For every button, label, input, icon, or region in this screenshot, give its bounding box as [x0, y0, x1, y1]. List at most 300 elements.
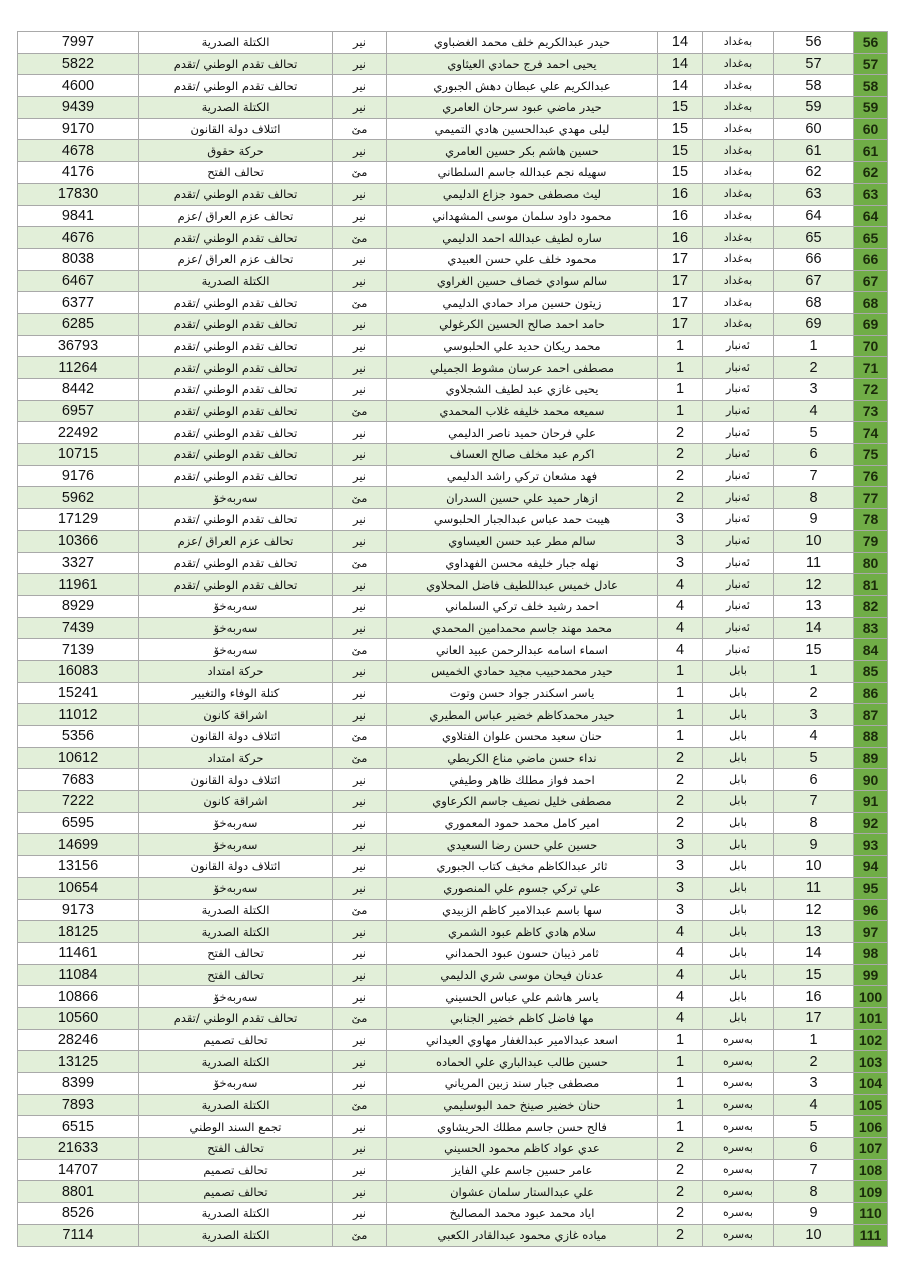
- gender-cell: مێ: [333, 1007, 387, 1029]
- party-cell: سەربەخۆ: [139, 877, 333, 899]
- sequence-number-cell: 60: [854, 118, 888, 140]
- table-row: [18, 639, 888, 661]
- sequence-number-cell: 89: [854, 747, 888, 769]
- party-cell: الكتلة الصدرية: [139, 1051, 333, 1073]
- candidate-name-cell: اسعد عبدالامير عبدالغفار مهاوي العيداني: [387, 1029, 658, 1051]
- district-cell: 2: [658, 422, 703, 444]
- province-cell: بەسرە: [703, 1073, 774, 1095]
- province-cell: بەسرە: [703, 1181, 774, 1203]
- table-row: [18, 422, 888, 444]
- sequence-number-cell: 72: [854, 379, 888, 401]
- party-cell: تحالف تقدم الوطني /تقدم: [139, 53, 333, 75]
- sequence-number-cell: 77: [854, 487, 888, 509]
- district-cell: 17: [658, 270, 703, 292]
- party-cell: تحالف تقدم الوطني /تقدم: [139, 574, 333, 596]
- gender-cell: نير: [333, 32, 387, 54]
- candidate-name-cell: فهد مشعان تركي راشد الدليمي: [387, 465, 658, 487]
- district-cell: 1: [658, 1094, 703, 1116]
- gender-cell: نير: [333, 617, 387, 639]
- province-cell: بەغداد: [703, 227, 774, 249]
- sequence-number-cell: 79: [854, 530, 888, 552]
- province-rank-cell: 16: [774, 986, 854, 1008]
- votes-cell: 7893: [18, 1094, 139, 1116]
- sequence-number-cell: 95: [854, 877, 888, 899]
- party-cell: تحالف الفتح: [139, 942, 333, 964]
- party-cell: تحالف تقدم الوطني /تقدم: [139, 313, 333, 335]
- gender-cell: نير: [333, 595, 387, 617]
- votes-cell: 15241: [18, 682, 139, 704]
- party-cell: تحالف تقدم الوطني /تقدم: [139, 509, 333, 531]
- district-cell: 4: [658, 574, 703, 596]
- sequence-number-cell: 76: [854, 465, 888, 487]
- party-cell: تجمع السند الوطني: [139, 1116, 333, 1138]
- votes-cell: 14699: [18, 834, 139, 856]
- province-cell: ئەنبار: [703, 639, 774, 661]
- candidate-name-cell: مياده غازي محمود عبدالقادر الكعبي: [387, 1224, 658, 1246]
- province-cell: ئەنبار: [703, 595, 774, 617]
- table-row: [18, 964, 888, 986]
- district-cell: 2: [658, 1159, 703, 1181]
- table-row: [18, 1224, 888, 1246]
- party-cell: سەربەخۆ: [139, 1073, 333, 1095]
- gender-cell: نير: [333, 834, 387, 856]
- sequence-number-cell: 67: [854, 270, 888, 292]
- party-cell: الكتلة الصدرية: [139, 97, 333, 119]
- province-cell: بەغداد: [703, 162, 774, 184]
- sequence-number-cell: 92: [854, 812, 888, 834]
- district-cell: 3: [658, 877, 703, 899]
- province-rank-cell: 9: [774, 834, 854, 856]
- province-cell: بەسرە: [703, 1203, 774, 1225]
- table-row: [18, 530, 888, 552]
- table-row: [18, 921, 888, 943]
- party-cell: اشراقة كانون: [139, 791, 333, 813]
- votes-cell: 10866: [18, 986, 139, 1008]
- votes-cell: 9841: [18, 205, 139, 227]
- sequence-number-cell: 69: [854, 313, 888, 335]
- candidate-name-cell: حامد احمد صالح الحسين الكرغولي: [387, 313, 658, 335]
- votes-cell: 10560: [18, 1007, 139, 1029]
- district-cell: 15: [658, 118, 703, 140]
- province-cell: بابل: [703, 726, 774, 748]
- candidate-name-cell: يحيى احمد فرج حمادي العيثاوي: [387, 53, 658, 75]
- province-cell: بەغداد: [703, 140, 774, 162]
- table-row: [18, 227, 888, 249]
- votes-cell: 9173: [18, 899, 139, 921]
- gender-cell: نير: [333, 270, 387, 292]
- party-cell: تحالف عزم العراق /عزم: [139, 530, 333, 552]
- district-cell: 2: [658, 487, 703, 509]
- party-cell: تحالف عزم العراق /عزم: [139, 205, 333, 227]
- gender-cell: مێ: [333, 487, 387, 509]
- gender-cell: مێ: [333, 726, 387, 748]
- district-cell: 16: [658, 183, 703, 205]
- district-cell: 4: [658, 617, 703, 639]
- candidate-name-cell: هيبت حمد عباس عبدالجبار الحلبوسي: [387, 509, 658, 531]
- province-cell: بابل: [703, 899, 774, 921]
- votes-cell: 10654: [18, 877, 139, 899]
- province-rank-cell: 13: [774, 595, 854, 617]
- party-cell: تحالف تقدم الوطني /تقدم: [139, 227, 333, 249]
- district-cell: 1: [658, 1051, 703, 1073]
- table-row: [18, 1181, 888, 1203]
- table-row: [18, 747, 888, 769]
- votes-cell: 8038: [18, 248, 139, 270]
- district-cell: 1: [658, 357, 703, 379]
- sequence-number-cell: 104: [854, 1073, 888, 1095]
- sequence-number-cell: 91: [854, 791, 888, 813]
- candidate-name-cell: عدي عواد كاظم محمود الحسيني: [387, 1138, 658, 1160]
- gender-cell: نير: [333, 1051, 387, 1073]
- district-cell: 4: [658, 942, 703, 964]
- province-rank-cell: 14: [774, 942, 854, 964]
- table-row: [18, 162, 888, 184]
- province-rank-cell: 57: [774, 53, 854, 75]
- sequence-number-cell: 103: [854, 1051, 888, 1073]
- candidate-name-cell: نهله جبار خليفه محسن الفهداوي: [387, 552, 658, 574]
- candidate-name-cell: حنان سعيد محسن علوان الفتلاوي: [387, 726, 658, 748]
- province-cell: بەغداد: [703, 32, 774, 54]
- candidate-name-cell: سهيله نجم عبدالله جاسم السلطاني: [387, 162, 658, 184]
- sequence-number-cell: 75: [854, 444, 888, 466]
- sequence-number-cell: 85: [854, 660, 888, 682]
- candidate-name-cell: ثامر ذيبان حسون عبود الحمداني: [387, 942, 658, 964]
- province-rank-cell: 7: [774, 465, 854, 487]
- sequence-number-cell: 71: [854, 357, 888, 379]
- candidate-name-cell: اياد محمد عبود محمد المصاليخ: [387, 1203, 658, 1225]
- district-cell: 17: [658, 248, 703, 270]
- candidate-name-cell: سلام هادي كاظم عبود الشمري: [387, 921, 658, 943]
- candidate-name-cell: سالم سوادي خصاف حسين الغراوي: [387, 270, 658, 292]
- table-row: [18, 1029, 888, 1051]
- votes-cell: 11012: [18, 704, 139, 726]
- votes-cell: 6377: [18, 292, 139, 314]
- table-row: [18, 97, 888, 119]
- province-cell: بەغداد: [703, 313, 774, 335]
- party-cell: تحالف تقدم الوطني /تقدم: [139, 465, 333, 487]
- province-rank-cell: 64: [774, 205, 854, 227]
- votes-cell: 10366: [18, 530, 139, 552]
- province-rank-cell: 10: [774, 856, 854, 878]
- votes-cell: 6957: [18, 400, 139, 422]
- party-cell: سەربەخۆ: [139, 617, 333, 639]
- candidate-name-cell: احمد فواز مطلك ظاهر وطيفي: [387, 769, 658, 791]
- gender-cell: نير: [333, 205, 387, 227]
- votes-cell: 4676: [18, 227, 139, 249]
- candidate-name-cell: حسين طالب عبدالباري علي الحماده: [387, 1051, 658, 1073]
- gender-cell: نير: [333, 660, 387, 682]
- table-row: [18, 53, 888, 75]
- district-cell: 1: [658, 1116, 703, 1138]
- province-rank-cell: 11: [774, 552, 854, 574]
- gender-cell: نير: [333, 465, 387, 487]
- province-rank-cell: 4: [774, 400, 854, 422]
- votes-cell: 8526: [18, 1203, 139, 1225]
- party-cell: تحالف الفتح: [139, 1138, 333, 1160]
- province-cell: بابل: [703, 921, 774, 943]
- province-rank-cell: 14: [774, 617, 854, 639]
- province-rank-cell: 15: [774, 964, 854, 986]
- district-cell: 1: [658, 379, 703, 401]
- gender-cell: مێ: [333, 1094, 387, 1116]
- province-cell: بەغداد: [703, 118, 774, 140]
- table-row: [18, 812, 888, 834]
- votes-cell: 10715: [18, 444, 139, 466]
- candidate-name-cell: ياسر اسكندر جواد حسن وتوت: [387, 682, 658, 704]
- party-cell: حركة حقوق: [139, 140, 333, 162]
- votes-cell: 8929: [18, 595, 139, 617]
- party-cell: حركة امتداد: [139, 660, 333, 682]
- district-cell: 2: [658, 1138, 703, 1160]
- province-cell: ئەنبار: [703, 335, 774, 357]
- sequence-number-cell: 78: [854, 509, 888, 531]
- sequence-number-cell: 57: [854, 53, 888, 75]
- candidate-name-cell: حيدر عبدالكريم خلف محمد الغضباوي: [387, 32, 658, 54]
- votes-cell: 4678: [18, 140, 139, 162]
- party-cell: سەربەخۆ: [139, 986, 333, 1008]
- sequence-number-cell: 62: [854, 162, 888, 184]
- province-rank-cell: 67: [774, 270, 854, 292]
- province-cell: ئەنبار: [703, 530, 774, 552]
- votes-cell: 21633: [18, 1138, 139, 1160]
- province-cell: بابل: [703, 791, 774, 813]
- table-row: [18, 75, 888, 97]
- sequence-number-cell: 74: [854, 422, 888, 444]
- sequence-number-cell: 70: [854, 335, 888, 357]
- gender-cell: مێ: [333, 747, 387, 769]
- province-rank-cell: 7: [774, 791, 854, 813]
- province-rank-cell: 5: [774, 1116, 854, 1138]
- gender-cell: نير: [333, 1159, 387, 1181]
- district-cell: 2: [658, 812, 703, 834]
- province-rank-cell: 59: [774, 97, 854, 119]
- sequence-number-cell: 61: [854, 140, 888, 162]
- sequence-number-cell: 64: [854, 205, 888, 227]
- party-cell: تحالف تقدم الوطني /تقدم: [139, 335, 333, 357]
- district-cell: 2: [658, 747, 703, 769]
- sequence-number-cell: 56: [854, 32, 888, 54]
- gender-cell: نير: [333, 1029, 387, 1051]
- party-cell: تحالف تقدم الوطني /تقدم: [139, 183, 333, 205]
- province-rank-cell: 3: [774, 379, 854, 401]
- table-row: [18, 1007, 888, 1029]
- sequence-number-cell: 100: [854, 986, 888, 1008]
- candidate-name-cell: عبدالكريم علي عبطان دهش الجبوري: [387, 75, 658, 97]
- province-rank-cell: 4: [774, 726, 854, 748]
- gender-cell: نير: [333, 812, 387, 834]
- candidate-name-cell: محمد ريكان حديد علي الحلبوسي: [387, 335, 658, 357]
- province-rank-cell: 8: [774, 812, 854, 834]
- party-cell: ائتلاف دولة القانون: [139, 769, 333, 791]
- gender-cell: نير: [333, 335, 387, 357]
- province-cell: بابل: [703, 877, 774, 899]
- candidate-name-cell: محمود داود سلمان موسى المشهداني: [387, 205, 658, 227]
- province-cell: بەسرە: [703, 1094, 774, 1116]
- votes-cell: 4600: [18, 75, 139, 97]
- candidate-name-cell: علي فرحان حميد ناصر الدليمي: [387, 422, 658, 444]
- district-cell: 1: [658, 1073, 703, 1095]
- votes-cell: 4176: [18, 162, 139, 184]
- sequence-number-cell: 109: [854, 1181, 888, 1203]
- province-cell: بابل: [703, 769, 774, 791]
- candidate-name-cell: سميعه محمد خليفه غلاب المحمدي: [387, 400, 658, 422]
- province-rank-cell: 11: [774, 877, 854, 899]
- province-rank-cell: 63: [774, 183, 854, 205]
- district-cell: 4: [658, 639, 703, 661]
- table-row: [18, 32, 888, 54]
- gender-cell: مێ: [333, 292, 387, 314]
- party-cell: الكتلة الصدرية: [139, 270, 333, 292]
- gender-cell: مێ: [333, 1224, 387, 1246]
- district-cell: 1: [658, 660, 703, 682]
- province-cell: ئەنبار: [703, 379, 774, 401]
- table-row: [18, 942, 888, 964]
- sequence-number-cell: 106: [854, 1116, 888, 1138]
- table-row: [18, 379, 888, 401]
- district-cell: 1: [658, 726, 703, 748]
- votes-cell: 17129: [18, 509, 139, 531]
- province-rank-cell: 15: [774, 639, 854, 661]
- votes-cell: 5822: [18, 53, 139, 75]
- party-cell: تحالف تقدم الوطني /تقدم: [139, 292, 333, 314]
- candidate-name-cell: سها باسم عبدالامير كاظم الزبيدي: [387, 899, 658, 921]
- district-cell: 3: [658, 509, 703, 531]
- table-row: [18, 682, 888, 704]
- table-row: [18, 856, 888, 878]
- candidate-name-cell: عامر حسين جاسم علي الفايز: [387, 1159, 658, 1181]
- votes-cell: 8801: [18, 1181, 139, 1203]
- gender-cell: نير: [333, 509, 387, 531]
- results-sheet: [17, 31, 887, 1247]
- candidate-name-cell: حيدر ماضي عبود سرحان العامري: [387, 97, 658, 119]
- province-cell: بەغداد: [703, 248, 774, 270]
- party-cell: تحالف تصميم: [139, 1181, 333, 1203]
- province-cell: ئەنبار: [703, 357, 774, 379]
- gender-cell: نير: [333, 704, 387, 726]
- district-cell: 2: [658, 465, 703, 487]
- party-cell: سەربەخۆ: [139, 487, 333, 509]
- votes-cell: 18125: [18, 921, 139, 943]
- district-cell: 4: [658, 921, 703, 943]
- province-rank-cell: 68: [774, 292, 854, 314]
- gender-cell: نير: [333, 313, 387, 335]
- province-cell: بابل: [703, 942, 774, 964]
- gender-cell: نير: [333, 921, 387, 943]
- results-rows: [18, 32, 888, 1247]
- province-cell: بابل: [703, 856, 774, 878]
- candidate-name-cell: علي عبدالستار سلمان عشوان: [387, 1181, 658, 1203]
- party-cell: ائتلاف دولة القانون: [139, 856, 333, 878]
- province-cell: بابل: [703, 682, 774, 704]
- province-cell: بەغداد: [703, 53, 774, 75]
- party-cell: تحالف تقدم الوطني /تقدم: [139, 422, 333, 444]
- sequence-number-cell: 111: [854, 1224, 888, 1246]
- table-row: [18, 248, 888, 270]
- candidate-name-cell: مها فاضل كاظم خضير الجنابي: [387, 1007, 658, 1029]
- party-cell: سەربەخۆ: [139, 595, 333, 617]
- sequence-number-cell: 65: [854, 227, 888, 249]
- gender-cell: مێ: [333, 639, 387, 661]
- gender-cell: مێ: [333, 227, 387, 249]
- province-cell: بەسرە: [703, 1029, 774, 1051]
- table-row: [18, 1116, 888, 1138]
- sequence-number-cell: 84: [854, 639, 888, 661]
- district-cell: 3: [658, 856, 703, 878]
- district-cell: 2: [658, 444, 703, 466]
- candidate-name-cell: ساره لطيف عبدالله احمد الدليمي: [387, 227, 658, 249]
- gender-cell: نير: [333, 791, 387, 813]
- votes-cell: 3327: [18, 552, 139, 574]
- district-cell: 2: [658, 1181, 703, 1203]
- district-cell: 3: [658, 834, 703, 856]
- table-row: [18, 1138, 888, 1160]
- table-row: [18, 704, 888, 726]
- party-cell: الكتلة الصدرية: [139, 921, 333, 943]
- gender-cell: نير: [333, 530, 387, 552]
- province-cell: بابل: [703, 834, 774, 856]
- district-cell: 17: [658, 292, 703, 314]
- party-cell: الكتلة الصدرية: [139, 1224, 333, 1246]
- province-rank-cell: 13: [774, 921, 854, 943]
- candidate-name-cell: حنان خضير صينخ حمد البوسليمي: [387, 1094, 658, 1116]
- candidate-name-cell: سالم مطر عبد حسن العيساوي: [387, 530, 658, 552]
- candidate-name-cell: عدنان فيحان موسى شري الدليمي: [387, 964, 658, 986]
- province-cell: ئەنبار: [703, 552, 774, 574]
- province-rank-cell: 8: [774, 1181, 854, 1203]
- votes-cell: 11461: [18, 942, 139, 964]
- candidate-name-cell: عادل خميس عبداللطيف فاضل المحلاوي: [387, 574, 658, 596]
- votes-cell: 6467: [18, 270, 139, 292]
- sequence-number-cell: 66: [854, 248, 888, 270]
- district-cell: 2: [658, 1224, 703, 1246]
- province-rank-cell: 61: [774, 140, 854, 162]
- province-cell: بەسرە: [703, 1138, 774, 1160]
- province-rank-cell: 6: [774, 769, 854, 791]
- candidate-name-cell: مصطفى احمد عرسان مشوط الجميلي: [387, 357, 658, 379]
- sequence-number-cell: 105: [854, 1094, 888, 1116]
- candidate-name-cell: حسين هاشم بكر حسين العامري: [387, 140, 658, 162]
- votes-cell: 6595: [18, 812, 139, 834]
- table-row: [18, 140, 888, 162]
- province-cell: بەسرە: [703, 1116, 774, 1138]
- province-rank-cell: 3: [774, 704, 854, 726]
- province-cell: بابل: [703, 747, 774, 769]
- gender-cell: نير: [333, 1138, 387, 1160]
- province-cell: بابل: [703, 964, 774, 986]
- party-cell: تحالف الفتح: [139, 162, 333, 184]
- sequence-number-cell: 99: [854, 964, 888, 986]
- province-cell: ئەنبار: [703, 400, 774, 422]
- table-row: [18, 660, 888, 682]
- district-cell: 14: [658, 53, 703, 75]
- table-row: [18, 1051, 888, 1073]
- gender-cell: نير: [333, 682, 387, 704]
- candidate-name-cell: يحيى غازي عبد لطيف الشجلاوي: [387, 379, 658, 401]
- party-cell: تحالف تقدم الوطني /تقدم: [139, 379, 333, 401]
- party-cell: تحالف تقدم الوطني /تقدم: [139, 75, 333, 97]
- district-cell: 3: [658, 552, 703, 574]
- province-cell: بەغداد: [703, 97, 774, 119]
- party-cell: كتلة الوفاء والتغيير: [139, 682, 333, 704]
- party-cell: سەربەخۆ: [139, 834, 333, 856]
- province-rank-cell: 3: [774, 1073, 854, 1095]
- province-cell: ئەنبار: [703, 422, 774, 444]
- province-cell: بەغداد: [703, 183, 774, 205]
- sequence-number-cell: 96: [854, 899, 888, 921]
- gender-cell: نير: [333, 856, 387, 878]
- gender-cell: نير: [333, 422, 387, 444]
- votes-cell: 22492: [18, 422, 139, 444]
